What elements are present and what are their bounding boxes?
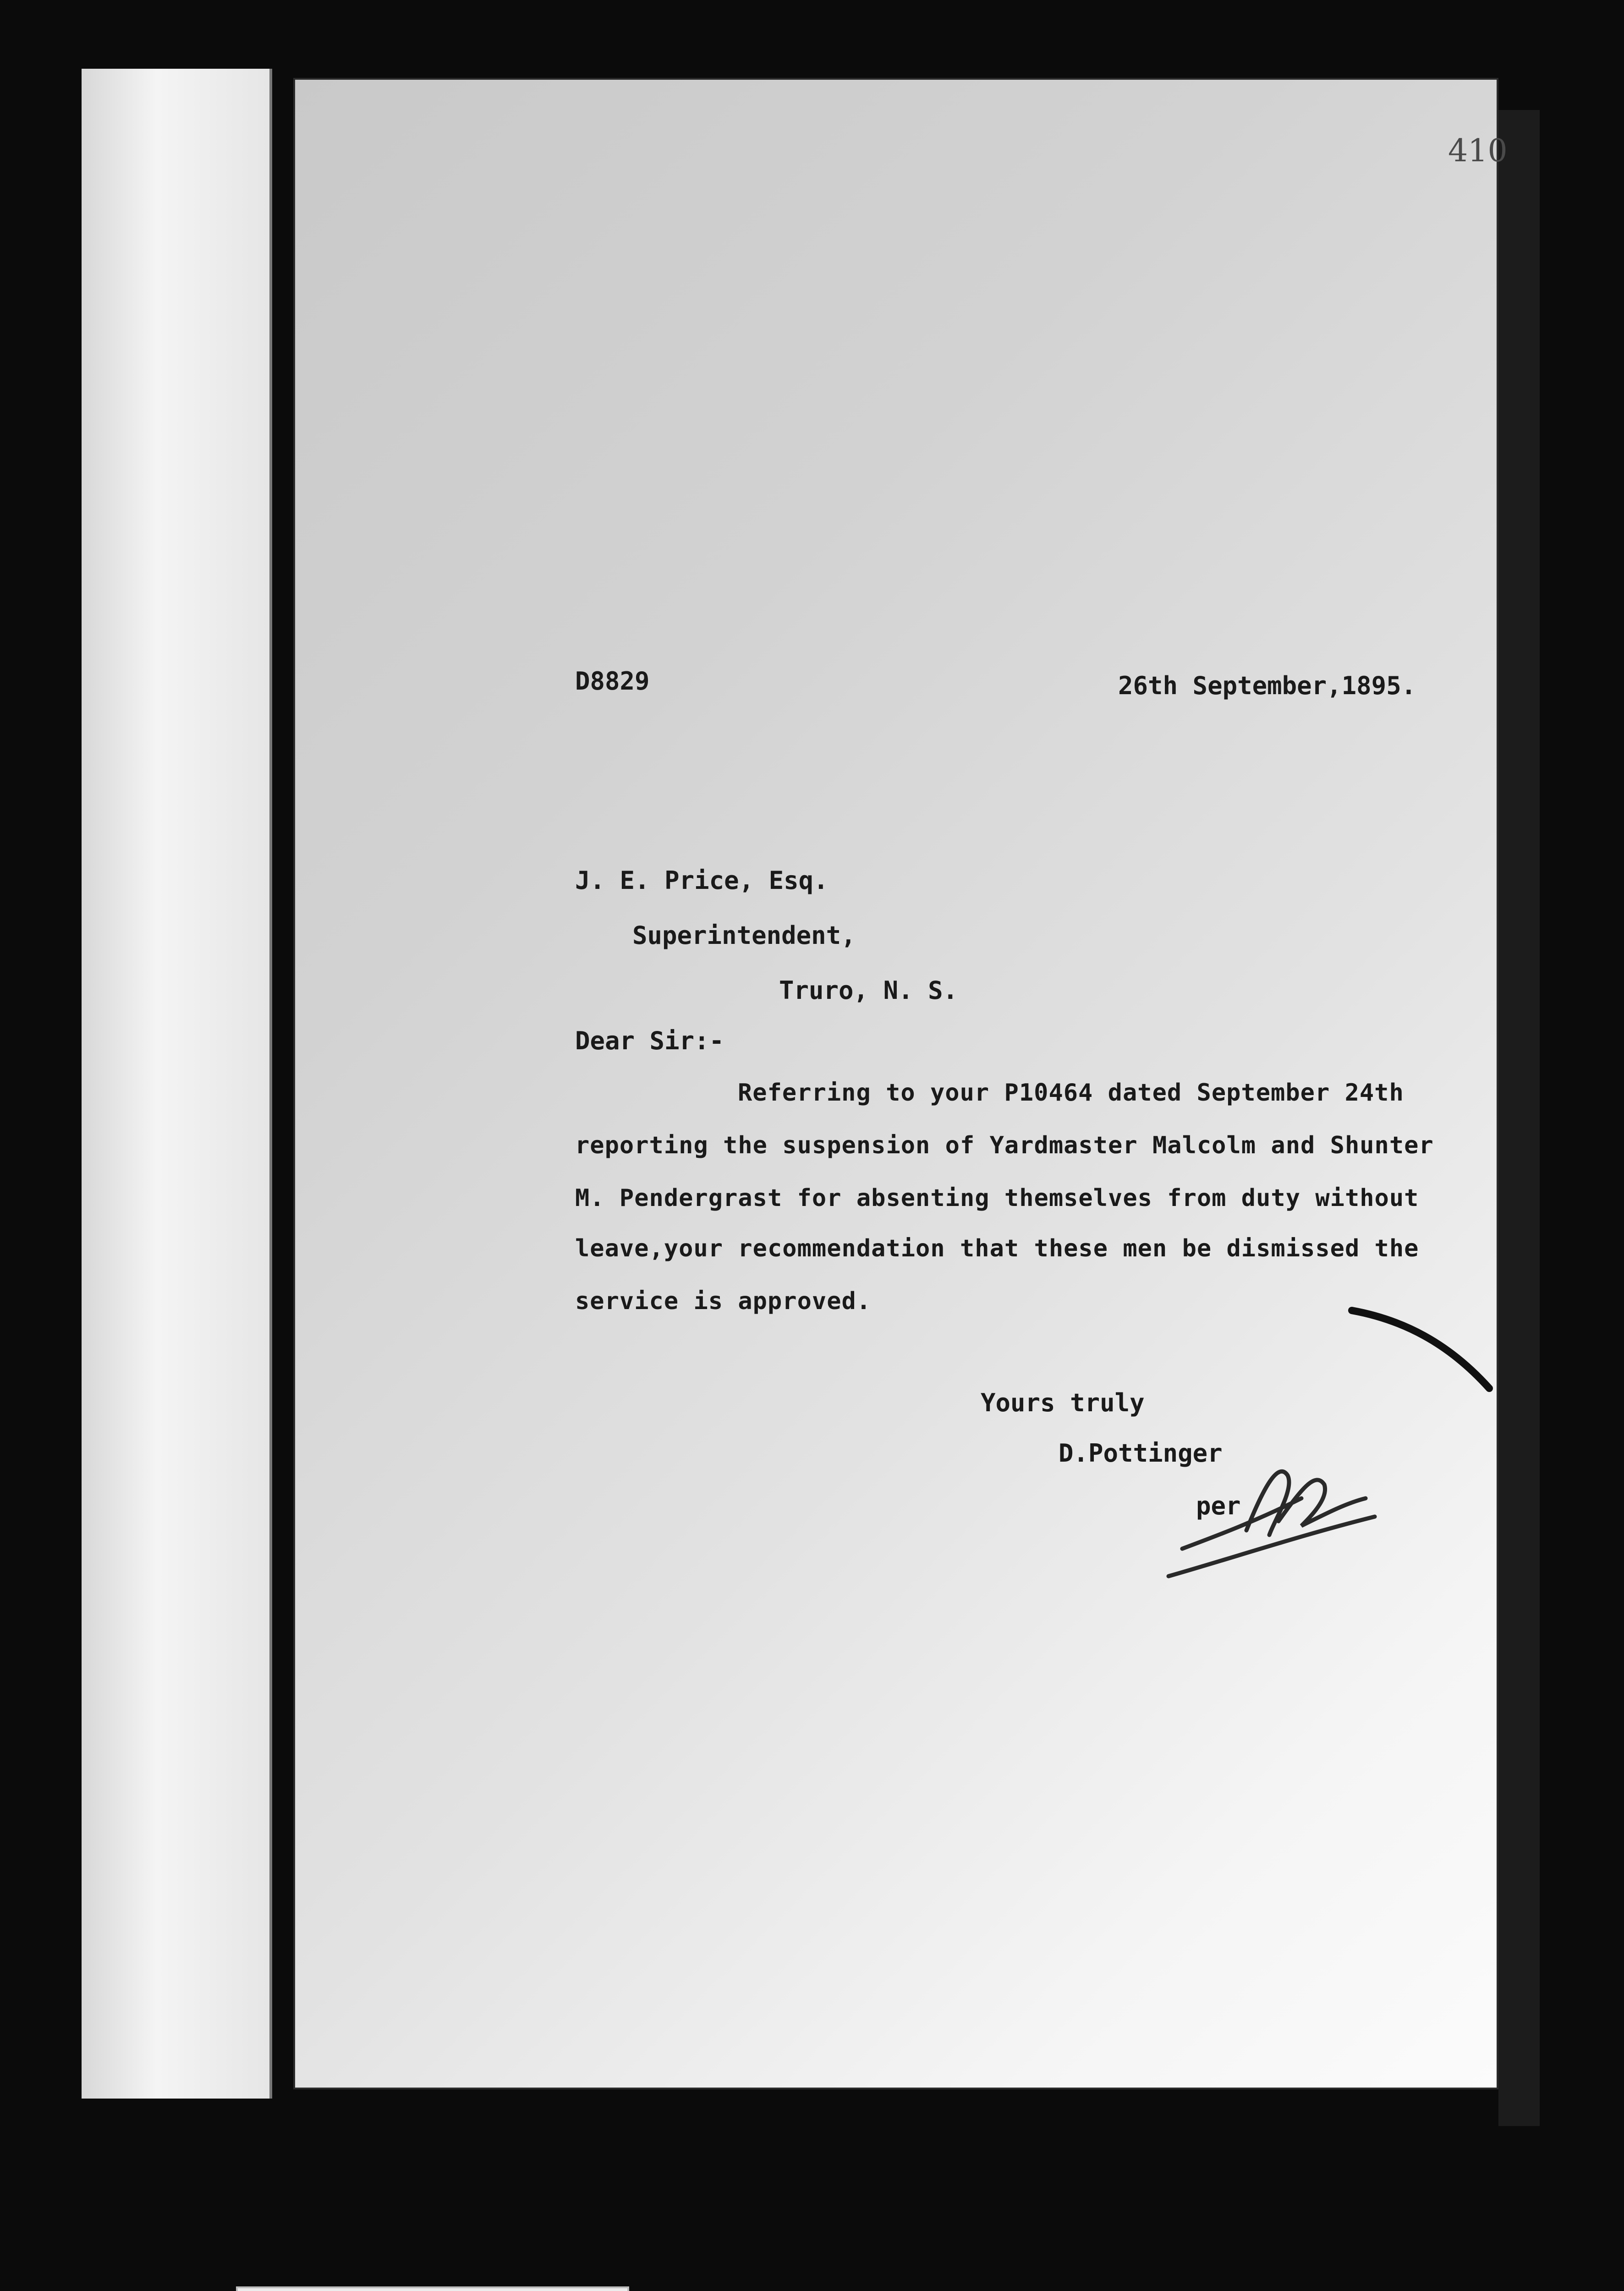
address-line: J. E. Price, Esq. [575,866,828,895]
body-line: Referring to your P10464 dated September 24th [738,1079,1404,1107]
folio-number: 410 [1448,133,1508,169]
salutation: Dear Sir:- [575,1026,724,1055]
per-text: per [1196,1491,1241,1520]
handwritten-signature [1164,1443,1379,1581]
letter-reference: D8829 [575,667,650,696]
letter-date: 26th September,1895. [1118,671,1416,700]
pen-mark [1347,1301,1508,1411]
address-line: Superintendent, [632,921,856,950]
left-binding-strip [82,69,272,2099]
page-edge [1498,110,1540,2126]
address-line: Truro, N. S. [779,976,958,1005]
body-line: service is approved. [575,1288,872,1315]
poor-copy-label [236,2286,629,2291]
body-line: reporting the suspension of Yardmaster Malcolm and Shunter [575,1132,1434,1159]
closing: Yours truly [981,1388,1145,1417]
body-line: M. Pendergrast for absenting themselves from duty without [575,1184,1419,1212]
body-line: leave,your recommendation that these men be dismissed the [575,1235,1419,1262]
signer-name: D.Pottinger [1059,1439,1223,1468]
